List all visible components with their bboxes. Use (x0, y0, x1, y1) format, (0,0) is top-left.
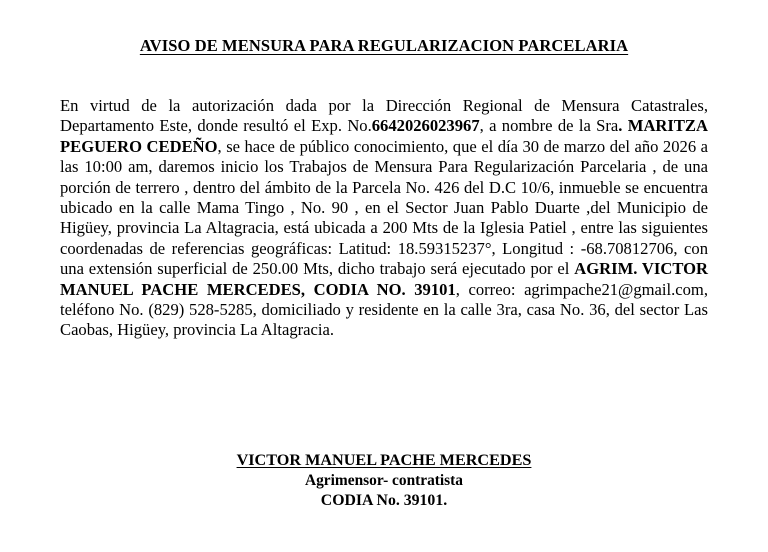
surveyor-name-codia: AGRIM. VICTOR MANUEL PACHE MERCEDES, CODIA NO. 39101 (60, 259, 708, 299)
body-segment-details: , se hace de público conocimiento, que el día 30 de marzo del año 2026 a las 10:00 am, daremos inicio los Trabajos de Mensura Para Regularización Parcelaria , de una porción de terrero , dentro del ámbito de la Parcela No. 426 del D.C 10/6, inmueble se encuentra ubicado en la calle Mama Tingo , No. 90 , en el Sector Juan Pablo Duarte ,del Municipio de Higüey, provincia La Altagracia, está ubicada a 200 Mts de la Iglesia Patiel , entre las siguientes coordenadas de referencias geográficas: Latitud: 18.59315237°, Longitud : -68.70812706, con una extensión superficial de 250.00 Mts, dicho trabajo será ejecutado por el (60, 136, 708, 279)
owner-name: MARITZA PEGUERO CEDEÑO (60, 116, 708, 156)
body-segment-owner-lead-period: . (618, 116, 623, 136)
signature-codia: CODIA No. 39101. (320, 492, 448, 509)
notice-body-paragraph (60, 96, 708, 341)
body-segment-intro: En virtud de la autorización dada por la Dirección Regional de Mensura Catastrales, Departamento Este, donde resultó el Exp. No. (60, 96, 708, 136)
page-title-text: AVISO DE MENSURA PARA REGULARIZACION PARCELARIA (139, 36, 629, 55)
body-segment-owner-lead: , a nombre de la Sra (479, 116, 619, 136)
expediente-number: 6642026023967 (371, 116, 480, 136)
signature-block (0, 450, 768, 511)
signature-role: Agrimensor- contratista (305, 472, 463, 489)
signature-name: VICTOR MANUEL PACHE MERCEDES (236, 451, 532, 469)
signature-name-line (0, 450, 768, 471)
page-title (0, 36, 768, 56)
body-segment-contact: , correo: agrimpache21@gmail.com, teléfono No. (829) 528-5285, domiciliado y residente en la calle 3ra, casa No. 36, del sector Las Caobas, Higüey, provincia La Altagracia. (60, 279, 708, 340)
